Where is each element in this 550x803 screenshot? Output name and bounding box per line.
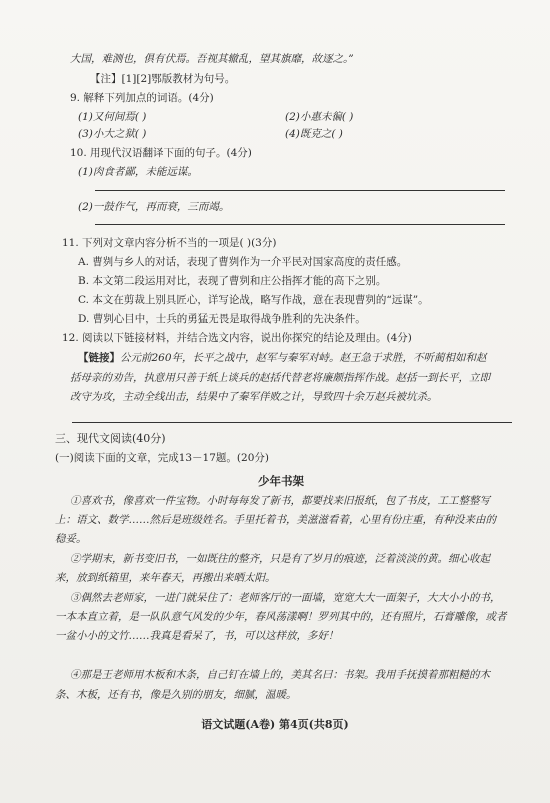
paragraph-4: ④那是王老师用木板和木条，自己钉在墙上的，美其名曰：书架。我用手抚摸着那粗糙的木 — [70, 669, 490, 681]
answer-line — [72, 422, 512, 423]
question-10-sentence-1: (1)肉食者鄙，未能远谋。 — [78, 166, 198, 178]
option-b: B. 本文第二段运用对比，表现了曹刿和庄公指挥才能的高下之别。 — [78, 275, 387, 287]
link-label: 【链接】 — [78, 352, 120, 364]
link-text: 改守为攻，主动全线出击，结果中了秦军佯败之计，导致四十余万赵兵被坑杀。 — [70, 391, 438, 403]
annotation-note: 【注】[1][2]鄂版教材为句号。 — [90, 73, 236, 85]
link-text: 公元前260年，长平之战中，赵军与秦军对峙。赵王急于求胜，不听蔺相如和赵 — [120, 352, 487, 364]
answer-line — [95, 190, 505, 191]
section-heading: 三、现代文阅读(40分) — [55, 432, 166, 445]
option-a: A. 曹刿与乡人的对话，表现了曹刿作为一介平民对国家高度的责任感。 — [78, 256, 408, 268]
question-9-item: (2)小惠未徧( ) — [285, 111, 354, 123]
question-12-stem: 12. 阅读以下链接材料，并结合选文内容，说出你探究的结论及理由。(4分) — [62, 332, 412, 344]
paragraph-3: 一本本直立着，是一队队意气风发的少年，春风荡漾啊！罗列其中的，还有照片，石膏雕像，或者 — [55, 611, 507, 623]
paragraph-3: ③偶然去老师家，一进门就呆住了：老师客厅的一面墙，宽宽大大一面架子，大大小小的书， — [70, 592, 501, 604]
classical-text-end: 大国，难测也，俱有伏焉。吾视其辙乱，望其旗靡，故逐之。” — [70, 53, 354, 65]
question-10-stem: 10. 用现代汉语翻译下面的句子。(4分) — [70, 147, 252, 159]
question-9-stem: 9. 解释下列加点的词语。(4分) — [70, 92, 214, 104]
paragraph-4: 条、木板，还有书，像是久别的朋友，细腻，温暖。 — [55, 689, 297, 701]
paragraph-2: 来，放到纸箱里，来年春天，再搬出来晒太阳。 — [55, 572, 276, 584]
page-footer: 语文试题(A卷) 第4页(共8页) — [201, 718, 349, 731]
link-text: 括母亲的劝告，执意用只善于纸上谈兵的赵括代替老将廉颇指挥作战。赵括一到长平，立即 — [70, 372, 490, 384]
question-9-item: (3)小大之狱( ) — [78, 128, 147, 140]
paragraph-3: 一盆小小的文竹……我真是看呆了，书，可以这样放，多好！ — [55, 630, 339, 642]
paragraph-2: ②学期末，新书变旧书，一如既往的整齐，只是有了岁月的痕迹，泛着淡淡的黄。细心收起 — [70, 553, 490, 565]
paragraph-1: ①喜欢书，像喜欢一件宝物。小时每每发了新书，都要找来旧报纸，包了书皮，工工整整写 — [70, 495, 490, 507]
link-material — [78, 351, 487, 365]
paragraph-1: 上：语文、数学……然后是班级姓名。手里托着书，美滋滋看着，心里有份庄重，有种没来由的 — [55, 514, 496, 526]
question-10-sentence-2: (2)一鼓作气，再而衰，三而竭。 — [78, 201, 230, 213]
answer-line — [95, 224, 505, 225]
option-d: D. 曹刿心目中，士兵的勇猛无畏是取得战争胜利的先决条件。 — [78, 313, 366, 325]
article-title: 少年书架 — [258, 474, 304, 488]
section-subheading: (一)阅读下面的文章，完成13－17题。(20分) — [55, 452, 269, 464]
question-11-stem: 11. 下列对文章内容分析不当的一项是( )(3分) — [62, 237, 277, 249]
option-c: C. 本文在剪裁上别具匠心，详写论战，略写作战，意在表现曹刿的“远谋”。 — [78, 294, 429, 306]
question-9-item: (1)又何间焉( ) — [78, 111, 147, 123]
question-9-item: (4)既克之( ) — [285, 128, 343, 140]
paragraph-1: 稳妥。 — [55, 533, 87, 545]
